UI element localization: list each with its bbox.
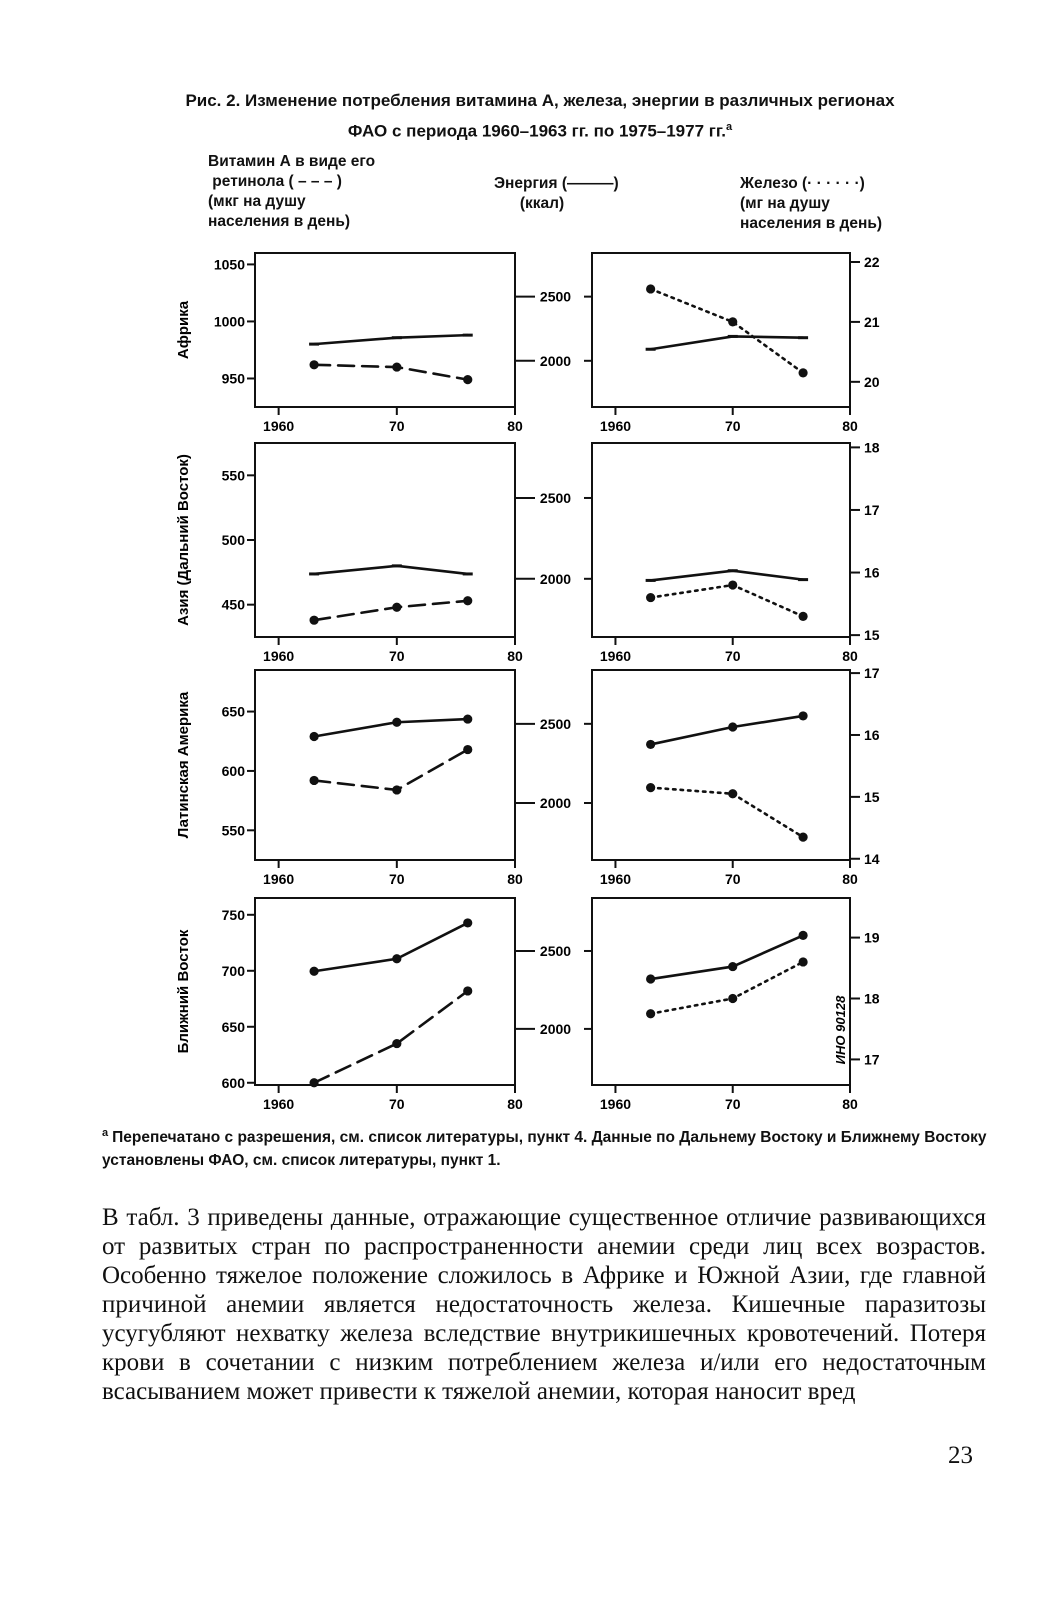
vitamin-a-line bbox=[314, 991, 468, 1083]
vitamin-a-line bbox=[314, 750, 468, 790]
x-tick-label: 1960 bbox=[599, 1096, 632, 1112]
vitamin-a-point bbox=[392, 1039, 401, 1048]
x-tick-label: 1960 bbox=[599, 871, 632, 887]
energy-left-point bbox=[309, 967, 318, 976]
energy-right-line bbox=[651, 716, 803, 745]
energy-right-point bbox=[646, 974, 655, 983]
energy-tick-label: 2500 bbox=[539, 715, 572, 732]
vitamin-a-point bbox=[392, 362, 401, 371]
vitamin-a-point bbox=[463, 986, 472, 995]
x-tick-label: 80 bbox=[507, 871, 523, 887]
left-panel-frame bbox=[255, 670, 515, 860]
energy-left-line bbox=[314, 335, 468, 344]
iron-tick-label: 17 bbox=[864, 665, 880, 682]
x-tick-label: 80 bbox=[842, 871, 858, 887]
vitamin-a-line bbox=[314, 365, 468, 380]
iron-point bbox=[798, 368, 807, 377]
vitamin-a-tick-label: 950 bbox=[221, 370, 245, 387]
right-panel-frame bbox=[592, 670, 850, 860]
iron-tick-label: 14 bbox=[864, 850, 880, 867]
vitamin-a-point bbox=[309, 776, 318, 785]
energy-right-point bbox=[646, 740, 655, 749]
energy-left-point bbox=[392, 718, 401, 727]
x-tick-label: 70 bbox=[389, 1096, 405, 1112]
x-tick-label: 80 bbox=[842, 418, 858, 434]
x-tick-label: 1960 bbox=[263, 871, 295, 887]
vitamin-a-tick-label: 550 bbox=[221, 467, 245, 484]
energy-left-line bbox=[314, 923, 468, 971]
energy-left-line bbox=[314, 719, 468, 736]
caption-line-2: ФАО с периода 1960–1963 гг. по 1975–1977 гг. bbox=[347, 121, 726, 141]
x-tick-label: 80 bbox=[842, 648, 858, 664]
iron-tick-label: 15 bbox=[864, 788, 880, 805]
iron-header: Железо (· · · · · ·) (мг на душу населения в день) bbox=[740, 175, 883, 232]
energy-right-point bbox=[798, 711, 807, 720]
vitamin-a-line bbox=[314, 601, 468, 620]
vitamin-a-tick-label: 450 bbox=[221, 596, 245, 613]
vitamin-a-point bbox=[309, 1078, 318, 1087]
region-label: Африка bbox=[175, 300, 192, 360]
right-panel-frame bbox=[592, 443, 850, 637]
vitamin-a-point bbox=[463, 596, 472, 605]
iron-line bbox=[651, 788, 803, 838]
energy-right-point bbox=[798, 931, 807, 940]
vitamin-a-tick-label: 750 bbox=[221, 906, 245, 923]
vitamin-a-tick-label: 500 bbox=[221, 532, 245, 548]
vitamin-a-tick-label: 1000 bbox=[213, 313, 245, 330]
iron-point bbox=[728, 580, 737, 589]
iron-tick-label: 22 bbox=[864, 253, 880, 270]
iron-tick-label: 21 bbox=[864, 313, 880, 330]
iron-tick-label: 19 bbox=[864, 929, 880, 946]
iron-point bbox=[646, 783, 655, 792]
energy-tick-label: 2500 bbox=[539, 942, 572, 959]
iron-point bbox=[728, 317, 737, 326]
caption-line-1: Рис. 2. Изменение потребления витамина А, железа, энергии в различных регионах bbox=[185, 91, 895, 110]
vitamin-a-tick-label: 600 bbox=[221, 1074, 245, 1091]
iron-point bbox=[646, 1009, 655, 1018]
vitamin-a-tick-label: 1050 bbox=[213, 256, 245, 273]
iron-point bbox=[646, 593, 655, 602]
vitamin-a-point bbox=[463, 745, 472, 754]
x-tick-label: 70 bbox=[724, 648, 741, 664]
x-tick-label: 80 bbox=[507, 418, 523, 434]
iron-tick-label: 17 bbox=[864, 1051, 880, 1068]
iron-tick-label: 20 bbox=[864, 373, 880, 390]
right-panel-frame bbox=[592, 253, 850, 407]
energy-right-point bbox=[728, 962, 737, 971]
vitamin-a-tick-label: 700 bbox=[221, 962, 245, 979]
vitamin-a-point bbox=[392, 603, 401, 612]
right-panel-frame bbox=[592, 898, 850, 1085]
energy-left-point bbox=[392, 954, 401, 963]
x-tick-label: 80 bbox=[842, 1096, 858, 1112]
energy-right-line bbox=[651, 571, 803, 581]
region-label: Латинская Америка bbox=[175, 691, 192, 839]
iron-point bbox=[728, 789, 737, 798]
iron-tick-label: 17 bbox=[864, 501, 880, 518]
iron-tick-label: 16 bbox=[864, 726, 880, 743]
vitamin-a-tick-label: 600 bbox=[221, 762, 245, 779]
energy-left-line bbox=[314, 566, 468, 574]
caption-footnote-marker: a bbox=[725, 121, 733, 133]
region-label: Азия (Дальний Восток) bbox=[175, 454, 192, 626]
energy-left-point bbox=[463, 714, 472, 723]
iron-point bbox=[728, 994, 737, 1003]
vitamin-a-point bbox=[463, 375, 472, 384]
energy-left-point bbox=[463, 918, 472, 927]
x-tick-label: 1960 bbox=[263, 648, 295, 664]
body-paragraph: В табл. 3 приведены данные, отражающие существенное отличие развивающихся от развитых стран по распространенности анемии среди лиц всех возрастов. Особенно тяжелое положение сложилось в Африке и Южной Азии, где главной причиной анемии является недостаточность железа. Кишечные паразитозы усугубляют нехватку железа вследствие внутрикишечных кровотечений. Потеря крови в сочетании с низким потреблением железа и/или его недостаточным всасыванием может привести к тяжелой анемии, которая наносит вред bbox=[102, 1204, 986, 1405]
vitamin-a-tick-label: 650 bbox=[221, 1018, 245, 1035]
iron-line bbox=[651, 585, 803, 616]
energy-tick-label: 2500 bbox=[539, 288, 572, 305]
region-label: Ближний Восток bbox=[175, 929, 192, 1054]
iron-tick-label: 18 bbox=[864, 439, 880, 456]
x-tick-label: 1960 bbox=[599, 418, 632, 434]
iron-line bbox=[651, 962, 803, 1014]
x-tick-label: 1960 bbox=[263, 1096, 295, 1112]
x-tick-label: 1960 bbox=[263, 418, 295, 434]
iron-line bbox=[651, 289, 803, 373]
left-panel-frame bbox=[255, 898, 515, 1085]
iron-tick-label: 16 bbox=[864, 564, 880, 581]
footnote-marker: a bbox=[102, 1127, 109, 1139]
figure-watermark: ИНО 90128 bbox=[833, 995, 848, 1065]
vitamin-a-tick-label: 550 bbox=[221, 822, 245, 839]
energy-tick-label: 2000 bbox=[539, 352, 572, 369]
x-tick-label: 80 bbox=[507, 648, 523, 664]
iron-tick-label: 15 bbox=[864, 627, 880, 644]
energy-tick-label: 2500 bbox=[539, 489, 572, 506]
page-number: 23 bbox=[948, 1442, 973, 1469]
energy-tick-label: 2000 bbox=[539, 1020, 572, 1037]
energy-right-point bbox=[728, 722, 737, 731]
vitamin-a-point bbox=[309, 360, 318, 369]
x-tick-label: 70 bbox=[724, 871, 741, 887]
energy-tick-label: 2000 bbox=[539, 795, 572, 811]
figure-footnote bbox=[102, 1122, 992, 1172]
x-tick-label: 80 bbox=[507, 1096, 523, 1112]
x-tick-label: 70 bbox=[389, 648, 405, 664]
vitamin-a-point bbox=[392, 785, 401, 794]
energy-header: Энергия (———) (ккал) bbox=[494, 175, 619, 212]
x-tick-label: 70 bbox=[389, 418, 405, 434]
energy-left-point bbox=[309, 732, 318, 741]
iron-point bbox=[798, 957, 807, 966]
x-tick-label: 70 bbox=[724, 1096, 741, 1112]
x-tick-label: 70 bbox=[389, 871, 405, 887]
left-panel-frame bbox=[255, 253, 515, 407]
x-tick-label: 70 bbox=[724, 418, 741, 434]
vitamin-a-tick-label: 650 bbox=[221, 703, 245, 720]
footnote-text: Перепечатано с разрешения, см. список литературы, пункт 4. Данные по Дальнему Востоку и Ближнему Востоку установлены ФАО, см. список литературы, пункт 1. bbox=[102, 1129, 987, 1170]
energy-right-line bbox=[651, 336, 803, 349]
energy-tick-label: 2000 bbox=[539, 570, 572, 587]
vitamin-a-header: Витамин А в виде его ретинола ( – – – ) (мкг на душу населения в день) bbox=[208, 153, 376, 230]
iron-point bbox=[798, 833, 807, 842]
vitamin-a-point bbox=[309, 616, 318, 625]
iron-point bbox=[646, 284, 655, 293]
iron-point bbox=[798, 612, 807, 621]
iron-tick-label: 18 bbox=[864, 990, 880, 1007]
x-tick-label: 1960 bbox=[599, 648, 632, 664]
